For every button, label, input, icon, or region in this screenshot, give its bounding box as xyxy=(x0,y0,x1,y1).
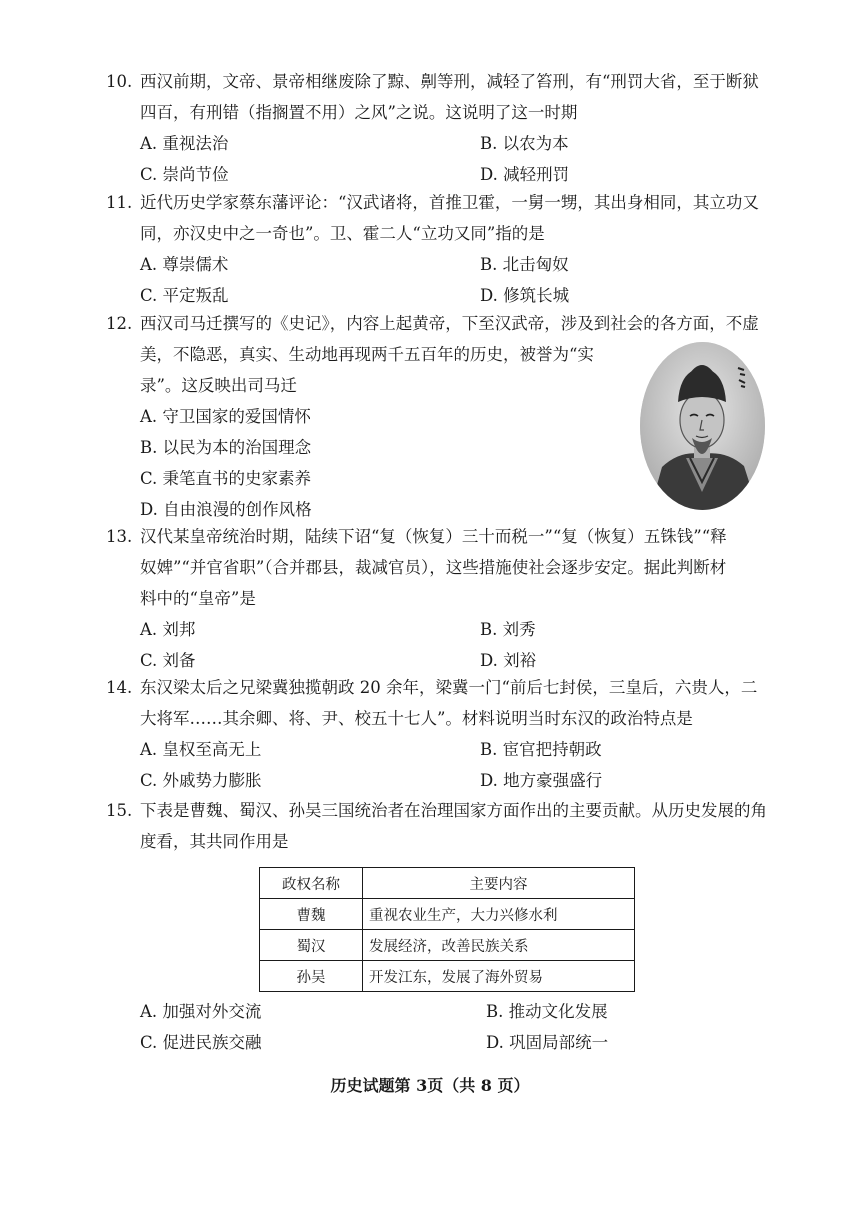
question-11 xyxy=(106,187,796,311)
question-13-line-1: 13. 汉代某皇帝统治时期，陆续下诏“复（恢复）三十而税一”“复（恢复）五铢钱”“释 xyxy=(106,521,796,552)
option-c[interactable]: C. 外戚势力膨胀 xyxy=(140,771,262,790)
question-13-line-2: 奴婢”“并官省职”（合并郡县，裁减官员），这些措施使社会逐步安定。据此判断材 xyxy=(140,558,727,577)
option-b[interactable]: B. 刘秀 xyxy=(480,620,536,639)
question-12-line-2: 美，不隐恶，真实、生动地再现两千五百年的历史，被誉为“实 xyxy=(140,345,594,364)
option-b[interactable]: B. 以农为本 xyxy=(480,134,569,153)
table-cell: 开发江东，发展了海外贸易 xyxy=(363,961,635,992)
option-b[interactable]: B. 推动文化发展 xyxy=(486,1002,608,1021)
question-15-line-2: 度看，其共同作用是 xyxy=(140,832,289,851)
table-cell: 曹魏 xyxy=(260,899,363,930)
question-13-options xyxy=(106,614,796,676)
table-cell: 孙吴 xyxy=(260,961,363,992)
question-15 xyxy=(106,795,796,857)
option-a[interactable]: A. 守卫国家的爱国情怀 xyxy=(140,407,311,426)
question-number: 14. xyxy=(106,678,133,697)
question-11-options xyxy=(106,249,796,311)
table-header: 主要内容 xyxy=(363,868,635,899)
option-c[interactable]: C. 刘备 xyxy=(140,651,196,670)
question-12-line-3: 录”。这反映出司马迁 xyxy=(140,376,297,395)
question-11-line-2: 同，亦汉史中之一奇也”。卫、霍二人“立功又同”指的是 xyxy=(140,224,545,243)
table-cell: 发展经济，改善民族关系 xyxy=(363,930,635,961)
question-number: 10. xyxy=(106,72,133,91)
three-kingdoms-table xyxy=(259,867,635,992)
sima-qian-portrait-icon xyxy=(640,342,765,510)
question-15-line-1: 15. 下表是曹魏、蜀汉、孙吴三国统治者在治理国家方面作出的主要贡献。从历史发展的角 xyxy=(106,795,796,826)
question-14-line-1: 14. 东汉梁太后之兄梁冀独揽朝政 20 余年，梁冀一门“前后七封侯，三皇后，六贵人，二 xyxy=(106,672,796,703)
question-10-options xyxy=(106,128,796,190)
question-14 xyxy=(106,672,796,796)
option-c[interactable]: C. 崇尚节俭 xyxy=(140,165,229,184)
table-header: 政权名称 xyxy=(260,868,363,899)
question-13-line-3: 料中的“皇帝”是 xyxy=(140,589,256,608)
option-a[interactable]: A. 加强对外交流 xyxy=(140,1002,262,1021)
option-d[interactable]: D. 自由浪漫的创作风格 xyxy=(140,500,312,519)
option-d[interactable]: D. 减轻刑罚 xyxy=(480,165,570,184)
question-number: 13. xyxy=(106,527,133,546)
question-10-line-1: 10. 西汉前期，文帝、景帝相继废除了黥、劓等刑，减轻了笞刑，有“刑罚大省，至于断狱 xyxy=(106,66,796,97)
option-a[interactable]: A. 皇权至高无上 xyxy=(140,740,262,759)
question-number: 15. xyxy=(106,801,133,820)
option-d[interactable]: D. 刘裕 xyxy=(480,651,537,670)
table-cell: 重视农业生产，大力兴修水利 xyxy=(363,899,635,930)
question-10-line-2: 四百，有刑错（指搁置不用）之风”之说。这说明了这一时期 xyxy=(140,103,578,122)
page-footer: 历史试题第 3页（共 8 页） xyxy=(330,1076,530,1095)
option-d[interactable]: D. 巩固局部统一 xyxy=(486,1033,609,1052)
question-10 xyxy=(106,66,796,190)
question-11-line-1: 11. 近代历史学家蔡东藩评论：“汉武诸将，首推卫霍，一舅一甥，其出身相同，其立功又 xyxy=(106,187,796,218)
table-row xyxy=(260,961,635,992)
table-row xyxy=(260,899,635,930)
table-header-row xyxy=(260,868,635,899)
question-13 xyxy=(106,521,796,676)
question-14-line-2: 大将军……其余卿、将、尹、校五十七人”。材料说明当时东汉的政治特点是 xyxy=(140,709,693,728)
option-a[interactable]: A. 重视法治 xyxy=(140,134,229,153)
question-number: 12. xyxy=(106,314,133,333)
option-c[interactable]: C. 促进民族交融 xyxy=(140,1033,262,1052)
option-b[interactable]: B. 北击匈奴 xyxy=(480,255,569,274)
table-cell: 蜀汉 xyxy=(260,930,363,961)
option-a[interactable]: A. 刘邦 xyxy=(140,620,196,639)
option-b[interactable]: B. 以民为本的治国理念 xyxy=(140,438,312,457)
option-b[interactable]: B. 宦官把持朝政 xyxy=(480,740,602,759)
option-a[interactable]: A. 尊崇儒术 xyxy=(140,255,229,274)
question-15-options xyxy=(140,996,790,1058)
question-12-line-1: 12. 西汉司马迁撰写的《史记》，内容上起黄帝，下至汉武帝，涉及到社会的各方面，不虚 xyxy=(106,308,796,339)
option-d[interactable]: D. 地方豪强盛行 xyxy=(480,771,603,790)
option-c[interactable]: C. 秉笔直书的史家素养 xyxy=(140,469,312,488)
table-row xyxy=(260,930,635,961)
option-c[interactable]: C. 平定叛乱 xyxy=(140,286,229,305)
question-14-options xyxy=(106,734,796,796)
option-d[interactable]: D. 修筑长城 xyxy=(480,286,570,305)
question-number: 11. xyxy=(106,193,133,212)
